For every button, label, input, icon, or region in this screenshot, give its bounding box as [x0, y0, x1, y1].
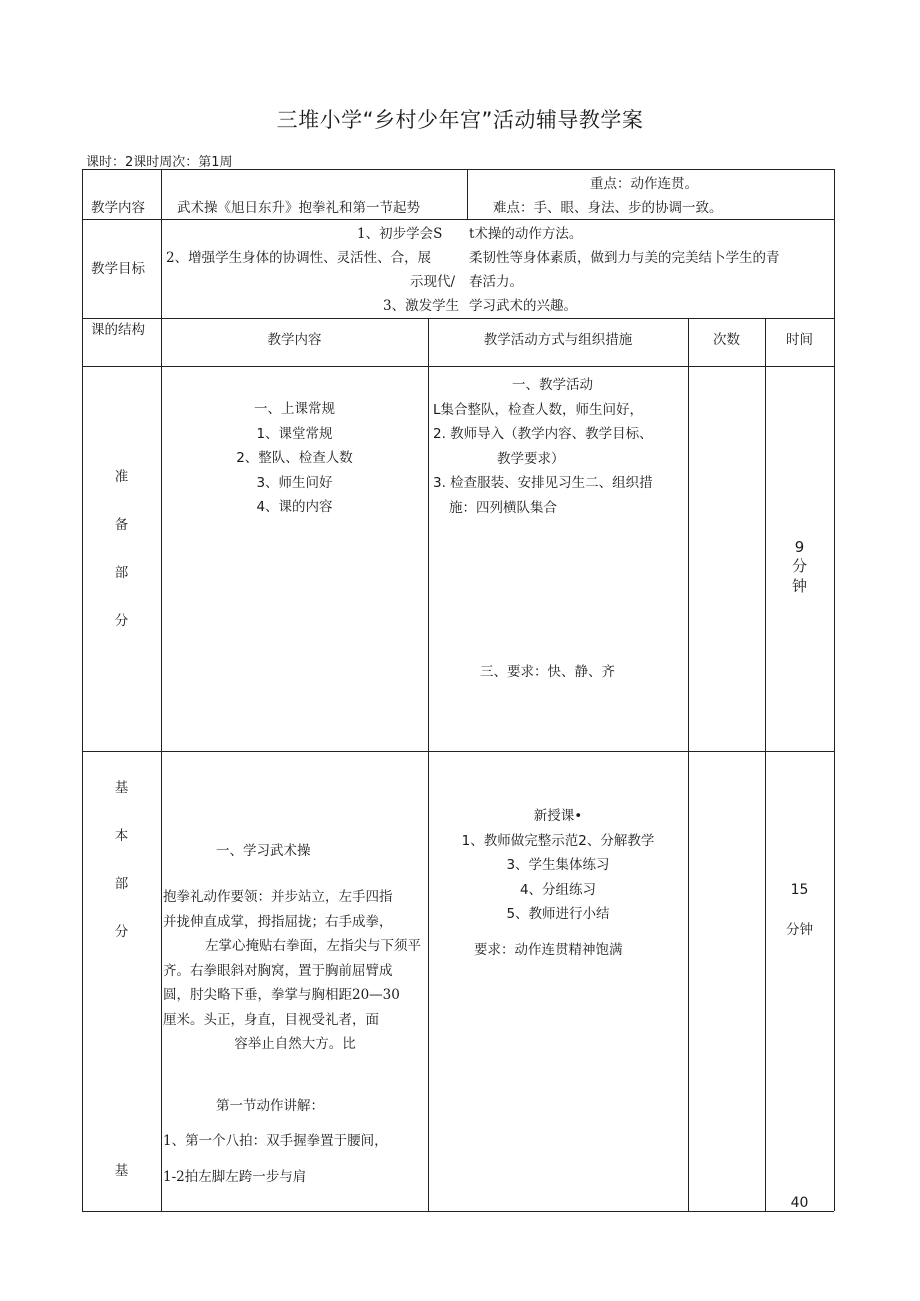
- prep-activity: 一、教学活动 L集合整队，检查人数，师生问好， 2. 教师导入（教学内容、教学目标、 教学要求） 3. 检查服装、安排见习生二、组织措 施：四列横队集合: [433, 377, 653, 516]
- basic-activity: 新授课• 1、教师做完整示范2、分解教学 3、学生集体练习 4、分组练习 5、教师进行小结: [461, 808, 655, 922]
- header-content: 教学内容: [267, 332, 322, 348]
- basic-section-title: 一、学习武术操: [216, 843, 311, 859]
- prep-section-label: 准 备 部 分: [114, 469, 129, 629]
- goal-line-2-left: 2、增强学生身体的协调性、灵活性、合，展: [166, 250, 432, 266]
- basic-requirement: 要求：动作连贯精神饱满: [474, 942, 623, 958]
- goal-line-1-right: t术操的动作方法。: [469, 226, 583, 242]
- row-label-content: 教学内容: [91, 200, 145, 216]
- header-count: 次数: [713, 332, 740, 348]
- explain-title: 第一节动作讲解：: [216, 1098, 324, 1114]
- goal-line-4-right: 学习武术的兴趣。: [469, 298, 577, 314]
- lesson-content: 武术操《旭日东升》抱拳礼和第一节起势: [177, 200, 420, 216]
- goal-line-3-left: 示现代/: [410, 274, 456, 290]
- basic-continuation-label: 基: [114, 1163, 129, 1179]
- key-point: 重点：动作连贯。: [590, 176, 698, 192]
- prep-time: 6 分 钟: [791, 537, 807, 595]
- header-activity: 教学活动方式与组织措施: [483, 332, 633, 348]
- header-time: 时间: [786, 332, 813, 348]
- basic-continuation-time: 40: [790, 1195, 809, 1211]
- goal-line-1-left: 1、初步学会S: [357, 226, 443, 242]
- lesson-info: 课时：2课时周次：第1周: [86, 155, 233, 170]
- page-title: 三堆小学“乡村少年宫”活动辅导教学案: [276, 108, 644, 132]
- explain-line-2: 1-2拍左脚左跨一步与肩: [163, 1169, 307, 1185]
- goal-line-3-right: 春活力。: [469, 274, 523, 290]
- row-label-goals: 教学目标: [91, 261, 145, 277]
- basic-time-number: 15: [790, 882, 809, 898]
- difficulty: 难点：手、眼、身法、步的协调一致。: [493, 200, 723, 216]
- baoquan-description: 抱拳礼动作要领：并步站立，左手四指 并拢伸直成掌，拇指屈拢；右手成拳， 左掌心掩贴右拳面，左指尖与下须平 齐。右拳眼斜对胸窝，置于胸前屈臂成 圆，肘尖略下垂，拳掌与胸相距20—30 厘米。头正，身直，目视受礼者，面 容举止自然大方。比: [163, 889, 421, 1052]
- goal-line-2-right: 柔韧性等身体素质，做到力与美的完美结卜学生的青: [469, 250, 780, 266]
- basic-time-unit: 分钟: [786, 922, 813, 938]
- goal-line-4-left: 3、激发学生: [383, 298, 460, 314]
- prep-requirement: 三、要求：快、静、齐: [480, 664, 615, 680]
- explain-line-1: 1、第一个八拍：双手握拳置于腰间，: [163, 1133, 388, 1149]
- header-structure: 课的结构: [91, 322, 145, 338]
- basic-section-label: 基 本 部 分: [114, 780, 129, 940]
- prep-content: 一、上课常规 1、课堂常规 2、整队、检查人数 3、师生问好 4、课的内容: [236, 401, 353, 515]
